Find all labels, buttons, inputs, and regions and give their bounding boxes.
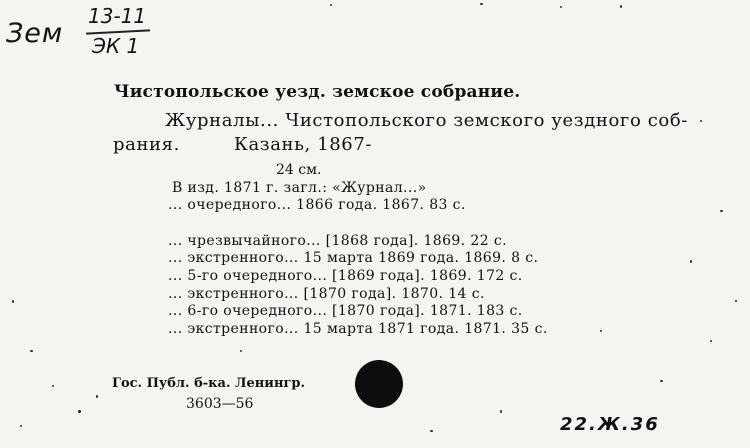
speckle	[560, 6, 562, 8]
publication-imprint: Казань, 1867-	[233, 134, 373, 155]
speckle	[690, 260, 692, 263]
handwritten-inventory-number: 22.Ж.36	[560, 414, 660, 435]
speckle	[240, 350, 242, 352]
speckle	[78, 410, 81, 413]
entry-line: ... 5-го очередного... [1869 года]. 1869. 172 с.	[168, 268, 523, 284]
entry-line: В изд. 1871 г. загл.: «Журнал...»	[172, 180, 427, 196]
title-line-1: Журналы... Чистопольского земского уездного соб-	[165, 110, 688, 131]
entry-line: ... чрезвычайного... [1868 года]. 1869. 22 с.	[168, 233, 507, 249]
library-stamp-text: Гос. Публ. б-ка. Ленингр.	[112, 376, 306, 391]
speckle	[710, 340, 712, 342]
entry-line: ... экстренного... 15 марта 1871 года. 1871. 35 с.	[168, 321, 548, 337]
speckle	[660, 380, 663, 382]
handwritten-fraction-bottom: ЭК 1	[92, 34, 140, 58]
speckle	[620, 5, 622, 8]
speckle	[430, 430, 433, 432]
speckle	[20, 425, 22, 427]
speckle	[96, 395, 98, 398]
size-note: 24 см.	[276, 162, 322, 178]
entry-line: ... 6-го очередного... [1870 года]. 1871. 183 с.	[168, 303, 523, 319]
entry-line: ... экстренного... [1870 года]. 1870. 14 с.	[168, 286, 485, 302]
speckle	[735, 300, 737, 302]
entry-line: ... экстренного... 15 марта 1869 года. 1869. 8 с.	[168, 250, 539, 266]
handwritten-note: Зем	[6, 18, 64, 49]
title-line-2	[113, 134, 372, 155]
speckle	[600, 330, 602, 332]
entry-line: ... очередного... 1866 года. 1867. 83 с.	[168, 197, 466, 213]
speckle	[500, 410, 502, 413]
speckle	[12, 300, 14, 303]
title-line-2-text: рания.	[113, 134, 180, 155]
speckle	[330, 4, 332, 6]
speckle	[30, 350, 33, 352]
punch-hole	[355, 360, 403, 408]
speckle	[720, 210, 723, 212]
speckle	[52, 385, 54, 387]
handwritten-fraction-top: 13-11	[88, 4, 147, 28]
shelfmark: 3603—56	[186, 396, 254, 412]
card-heading: Чистопольское уезд. земское собрание.	[114, 82, 521, 102]
speckle	[700, 120, 702, 122]
speckle	[480, 3, 483, 5]
